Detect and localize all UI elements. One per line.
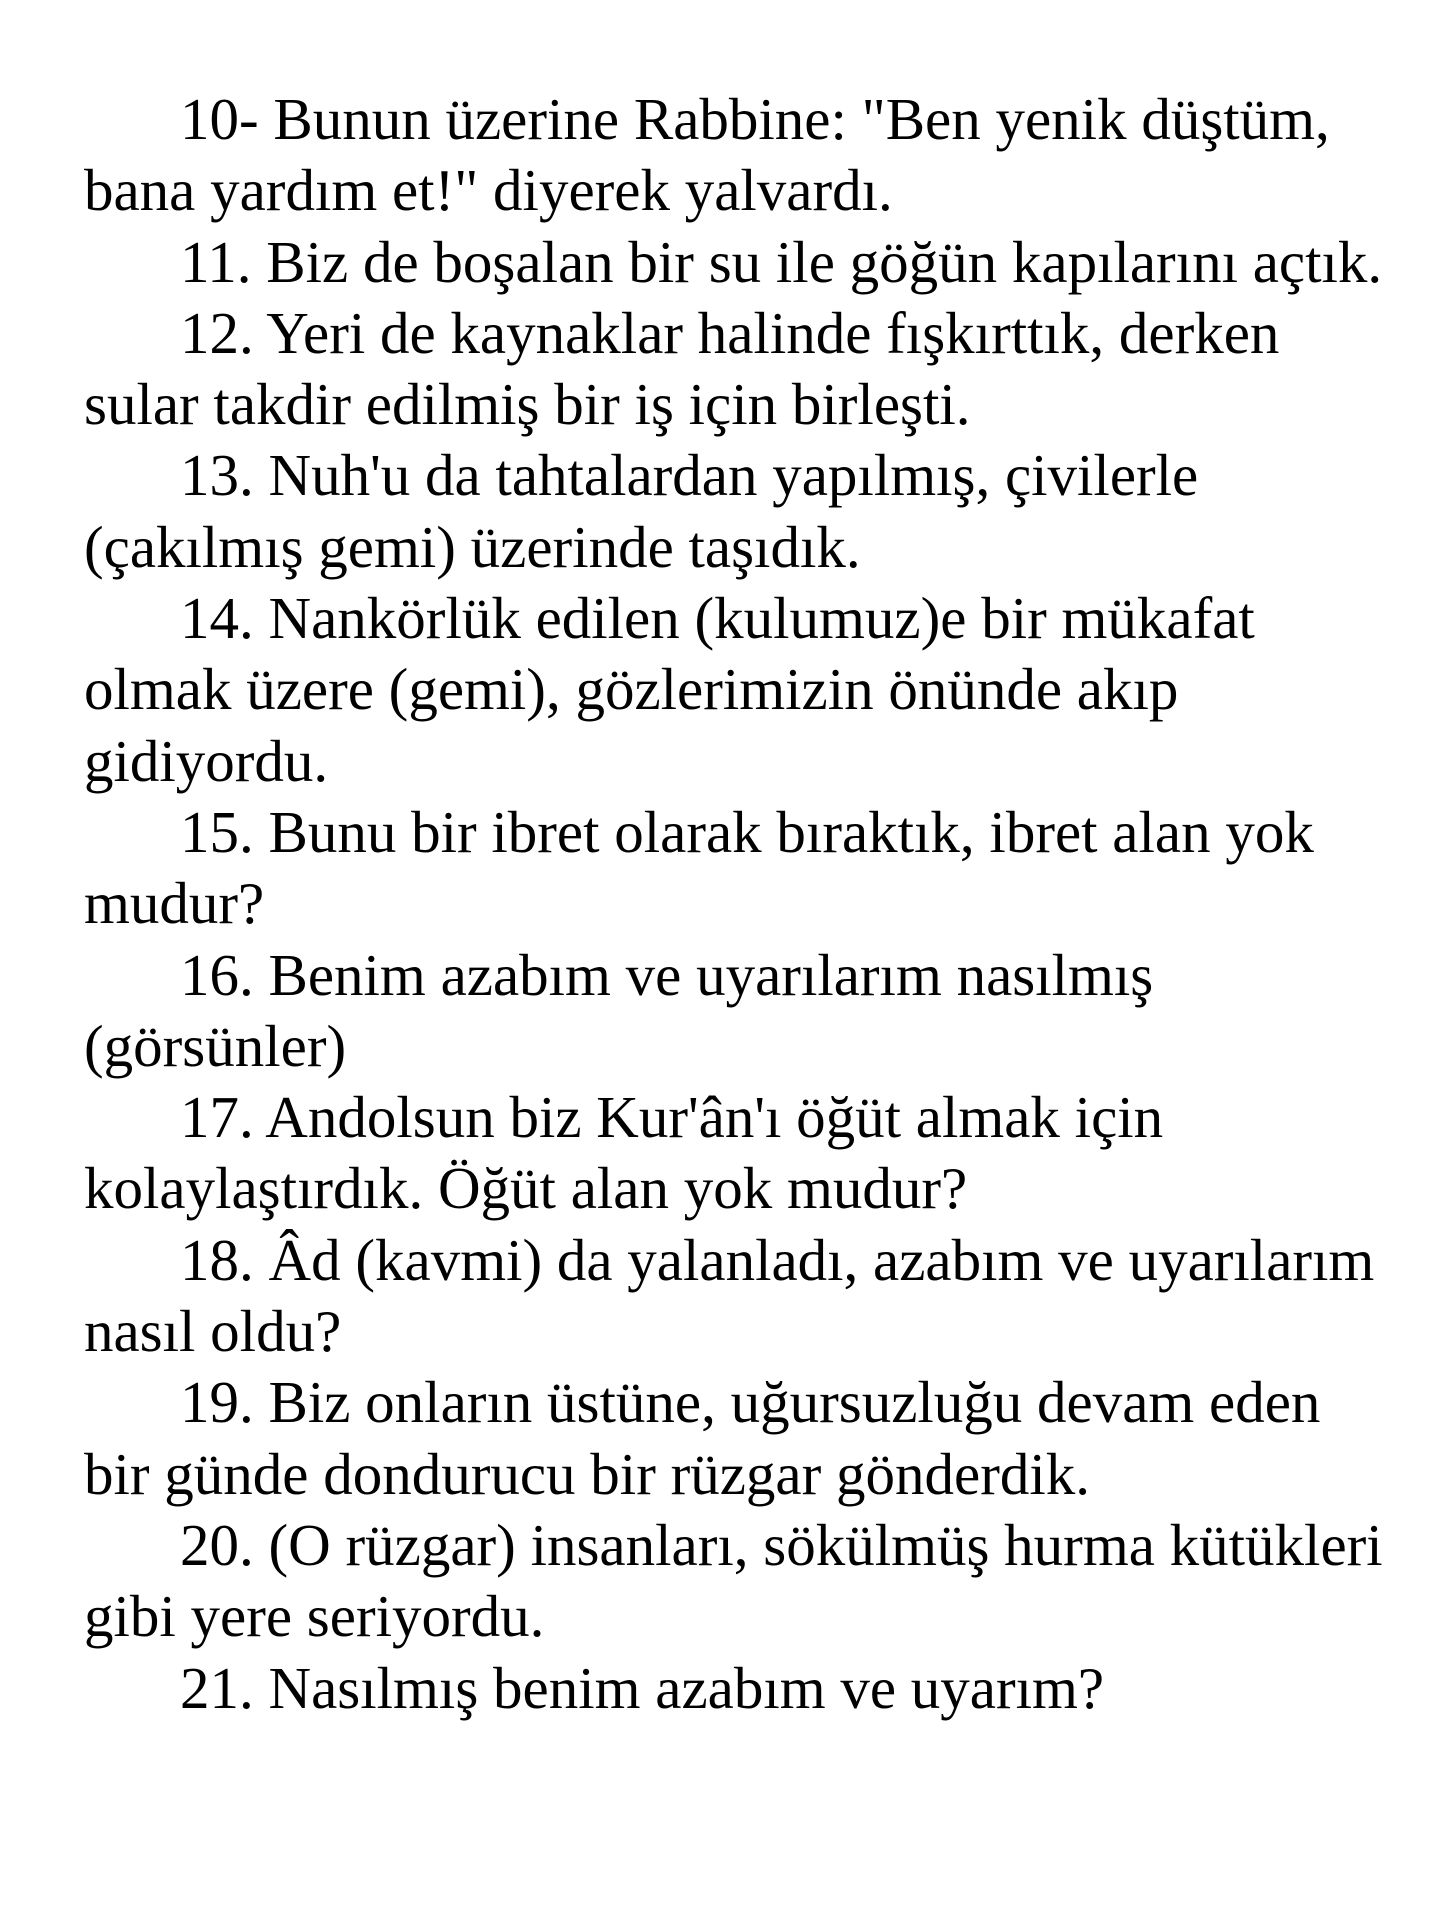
verse-13: 13. Nuh'u da tahtalardan yapılmış, çivilerle (çakılmış gemi) üzerinde taşıdık.	[84, 442, 1199, 580]
verse-17: 17. Andolsun biz Kur'ân'ı öğüt almak için kolaylaştırdık. Öğüt alan yok mudur?	[84, 1084, 1164, 1222]
verse-14: 14. Nankörlük edilen (kulumuz)e bir mükafat olmak üzere (gemi), gözlerimizin önünde akıp gidiyordu.	[84, 585, 1255, 794]
page-body	[84, 84, 1384, 1724]
verse-10: 10- Bunun üzerine Rabbine: "Ben yenik düştüm, bana yardım et!" diyerek yalvardı.	[84, 86, 1330, 224]
verse-19: 19. Biz onların üstüne, uğursuzluğu devam eden bir günde dondurucu bir rüzgar gönderdik.	[84, 1369, 1321, 1507]
verse-12: 12. Yeri de kaynaklar halinde fışkırttık, derken sular takdir edilmiş bir iş için birleşti.	[84, 299, 1280, 438]
verse-21: 21. Nasılmış benim azabım ve uyarım?	[180, 1654, 1105, 1721]
verse-11: 11. Biz de boşalan bir su ile göğün kapılarını açtık.	[180, 228, 1383, 295]
verse-16: 16. Benim azabım ve uyarılarım nasılmış (görsünler)	[84, 941, 1154, 1079]
verse-20: 20. (O rüzgar) insanları, sökülmüş hurma kütükleri gibi yere seriyordu.	[84, 1511, 1383, 1650]
verse-18: 18. Âd (kavmi) da yalanladı, azabım ve uyarılarım nasıl oldu?	[84, 1226, 1375, 1365]
verse-15: 15. Bunu bir ibret olarak bıraktık, ibret alan yok mudur?	[84, 798, 1314, 937]
